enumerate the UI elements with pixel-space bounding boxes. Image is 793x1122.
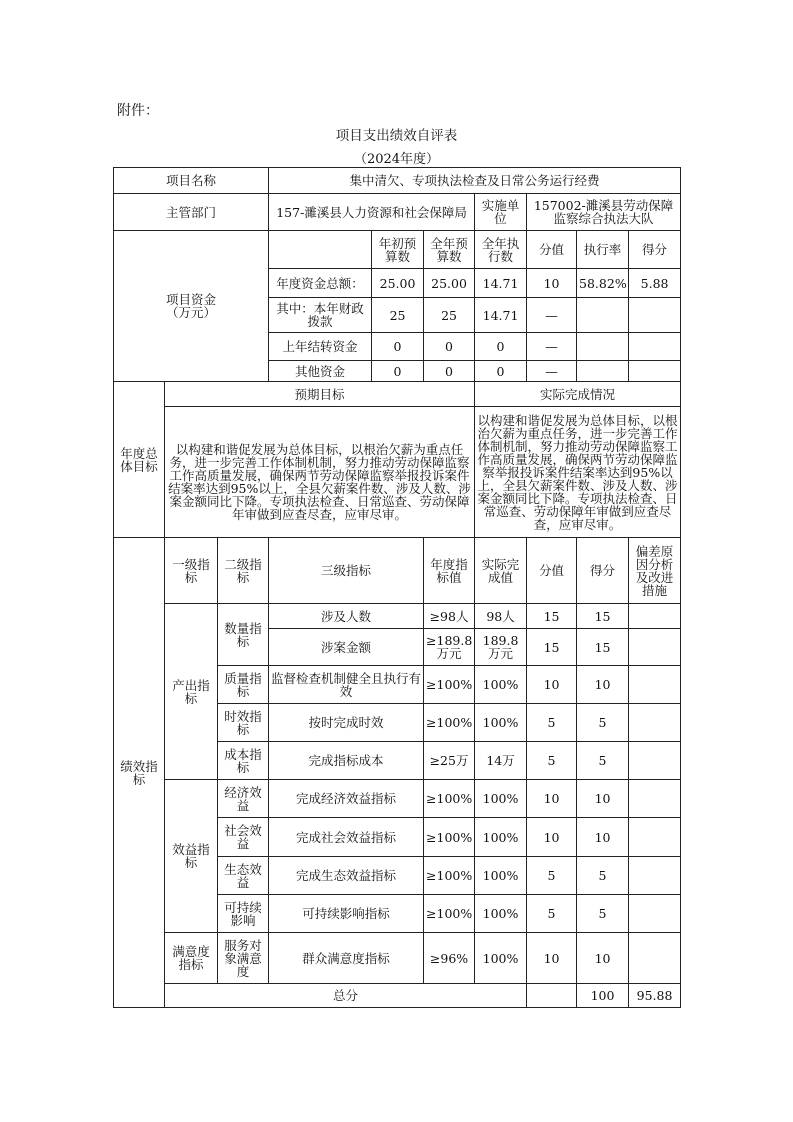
indicator-note: [629, 818, 681, 857]
funds-row-name: 其他资金: [269, 361, 372, 382]
funds-cell: 58.82%: [577, 269, 629, 298]
goals-content-row: [114, 407, 681, 538]
indicator-score: 15: [577, 604, 629, 629]
attachment-label: 附件：: [117, 103, 159, 119]
impl-unit-label: 实施单位: [475, 194, 527, 231]
indicator-target: ≥100%: [424, 780, 475, 818]
indicator-target: ≥100%: [424, 895, 475, 933]
indicator-score-value: 5: [527, 704, 577, 742]
indicator-name: 涉案金额: [269, 629, 424, 666]
indicator-row: [114, 933, 681, 984]
indicator-note: [629, 742, 681, 780]
funds-cell: —: [527, 333, 577, 361]
indicator-score: 10: [577, 666, 629, 704]
level2-social: 社会效益: [218, 818, 269, 857]
funds-header-blank: [269, 231, 372, 269]
funds-header: 执行率: [577, 231, 629, 269]
actual-completion-text: 以构建和谐促发展为总体目标，以根治欠薪为重点任务，进一步完善工作体制机制，努力推动劳动保障监察工作高质量发展，确保两节劳动保障监察举报投诉案件结案率达到95%以上，全县欠薪案件数、涉及人数、涉案金额同比下降。专项执法检查、日常巡查、劳动保障年审做到应查尽查，应审尽审。: [475, 407, 681, 538]
indicator-name: 按时完成时效: [269, 704, 424, 742]
level1-output: 产出指标: [165, 604, 218, 780]
indicator-header: 偏差原因分析及改进措施: [629, 538, 681, 604]
funds-cell: 0: [475, 333, 527, 361]
funds-cell: 25.00: [372, 269, 424, 298]
funds-row-name: 年度资金总额：: [269, 269, 372, 298]
document-title: 项目支出绩效自评表: [335, 128, 458, 144]
indicator-score: 10: [577, 780, 629, 818]
total-score: 95.88: [629, 984, 681, 1008]
indicator-target: ≥100%: [424, 666, 475, 704]
indicator-row: [114, 780, 681, 818]
funds-cell: 0: [372, 361, 424, 382]
funds-cell: 5.88: [629, 269, 681, 298]
indicator-header: 得分: [577, 538, 629, 604]
impl-unit-value: 157002-濉溪县劳动保障监察综合执法大队: [527, 194, 681, 231]
funds-cell: 0: [424, 361, 475, 382]
indicator-target: ≥25万: [424, 742, 475, 780]
indicator-target: ≥100%: [424, 857, 475, 895]
indicator-name: 完成经济效益指标: [269, 780, 424, 818]
project-name-row: [114, 168, 681, 194]
indicator-actual: 98人: [475, 604, 527, 629]
self-evaluation-table: [113, 167, 681, 1008]
indicator-header: 三级指标: [269, 538, 424, 604]
funds-cell: [577, 333, 629, 361]
project-name-label: 项目名称: [114, 168, 269, 194]
indicator-name: 群众满意度指标: [269, 933, 424, 984]
indicator-name: 可持续影响指标: [269, 895, 424, 933]
funds-cell: [577, 298, 629, 333]
level1-satisfaction: 满意度指标: [165, 933, 218, 984]
indicator-name: 完成社会效益指标: [269, 818, 424, 857]
actual-completion-header: 实际完成情况: [475, 382, 681, 407]
indicator-note: [629, 780, 681, 818]
level2-quality: 质量指标: [218, 666, 269, 704]
indicator-header: 实际完成值: [475, 538, 527, 604]
indicator-actual: 189.8万元: [475, 629, 527, 666]
indicator-score: 15: [577, 629, 629, 666]
indicator-score-value: 10: [527, 666, 577, 704]
indicator-score: 10: [577, 933, 629, 984]
funds-cell: [577, 361, 629, 382]
funds-header: 得分: [629, 231, 681, 269]
indicator-score: 5: [577, 704, 629, 742]
indicator-actual: 14万: [475, 742, 527, 780]
level2-economic: 经济效益: [218, 780, 269, 818]
indicator-score: 5: [577, 857, 629, 895]
level2-sustainable: 可持续影响: [218, 895, 269, 933]
indicator-header-row: [114, 538, 681, 604]
indicator-score-value: 5: [527, 857, 577, 895]
indicator-header: 一级指标: [165, 538, 218, 604]
funds-cell: 25: [372, 298, 424, 333]
funds-cell: 14.71: [475, 269, 527, 298]
total-row: [114, 984, 681, 1008]
indicator-note: [629, 604, 681, 629]
indicator-header: 分值: [527, 538, 577, 604]
funds-row-name: 上年结转资金: [269, 333, 372, 361]
indicator-note: [629, 933, 681, 984]
indicator-score-value: 15: [527, 604, 577, 629]
document-year: （2024年度）: [353, 152, 440, 167]
funds-cell: [629, 298, 681, 333]
total-score-value: 100: [577, 984, 629, 1008]
funds-header-row: [114, 231, 681, 269]
funds-header: 全年预算数: [424, 231, 475, 269]
indicator-score-value: 10: [527, 818, 577, 857]
funds-cell: —: [527, 361, 577, 382]
funds-cell: 0: [424, 333, 475, 361]
indicator-target: ≥100%: [424, 704, 475, 742]
indicator-score-value: 10: [527, 780, 577, 818]
indicator-note: [629, 704, 681, 742]
funds-header: 年初预算数: [372, 231, 424, 269]
indicator-actual: 100%: [475, 895, 527, 933]
funds-cell: —: [527, 298, 577, 333]
indicator-name: 监督检查机制健全且执行有效: [269, 666, 424, 704]
level2-timeliness: 时效指标: [218, 704, 269, 742]
level2-cost: 成本指标: [218, 742, 269, 780]
goals-label: 年度总体目标: [114, 382, 165, 538]
indicator-name: 完成指标成本: [269, 742, 424, 780]
indicator-actual: 100%: [475, 933, 527, 984]
indicator-score-value: 5: [527, 895, 577, 933]
expected-goal-text: 以构建和谐促发展为总体目标，以根治欠薪为重点任务，进一步完善工作体制机制，努力推动劳动保障监察工作高质量发展，确保两节劳动保障监察举报投诉案件结案率达到95%以上，全县欠薪案件数、涉及人数、涉案金额同比下降。专项执法检查、日常巡查、劳动保障年审做到应查尽查，应审尽审。: [165, 407, 475, 538]
indicator-row: [114, 604, 681, 629]
funds-cell: [629, 361, 681, 382]
indicator-score-value: 10: [527, 933, 577, 984]
funds-cell: 10: [527, 269, 577, 298]
level2-quantity: 数量指标: [218, 604, 269, 666]
indicator-score-value: 5: [527, 742, 577, 780]
funds-header: 全年执行数: [475, 231, 527, 269]
indicator-note: [629, 666, 681, 704]
indicator-actual: 100%: [475, 704, 527, 742]
goals-header-row: [114, 382, 681, 407]
indicator-actual: 100%: [475, 666, 527, 704]
funds-cell: 25.00: [424, 269, 475, 298]
dept-value: 157-濉溪县人力资源和社会保障局: [269, 194, 475, 231]
total-blank: [527, 984, 577, 1008]
indicator-target: ≥100%: [424, 818, 475, 857]
indicator-target: ≥96%: [424, 933, 475, 984]
indicator-header: 年度指标值: [424, 538, 475, 604]
funds-cell: 0: [372, 333, 424, 361]
funds-header: 分值: [527, 231, 577, 269]
indicator-note: [629, 857, 681, 895]
indicator-target: ≥98人: [424, 604, 475, 629]
funds-row-name: 其中：本年财政拨款: [269, 298, 372, 333]
indicator-actual: 100%: [475, 857, 527, 895]
total-label: 总分: [165, 984, 527, 1008]
level2-ecological: 生态效益: [218, 857, 269, 895]
funds-cell: [629, 333, 681, 361]
level1-benefit: 效益指标: [165, 780, 218, 933]
indicator-name: 涉及人数: [269, 604, 424, 629]
indicator-score: 5: [577, 895, 629, 933]
funds-label: 项目资金 （万元）: [114, 231, 269, 382]
indicator-score-value: 15: [527, 629, 577, 666]
indicators-label: 绩效指标: [114, 538, 165, 1008]
funds-cell: 25: [424, 298, 475, 333]
indicator-header: 二级指标: [218, 538, 269, 604]
indicator-score: 5: [577, 742, 629, 780]
indicator-note: [629, 629, 681, 666]
indicator-note: [629, 895, 681, 933]
expected-goal-header: 预期目标: [165, 382, 475, 407]
funds-cell: 0: [475, 361, 527, 382]
indicator-target: ≥189.8万元: [424, 629, 475, 666]
indicator-actual: 100%: [475, 780, 527, 818]
indicator-actual: 100%: [475, 818, 527, 857]
indicator-score: 10: [577, 818, 629, 857]
indicator-name: 完成生态效益指标: [269, 857, 424, 895]
level2-service-satisfaction: 服务对象满意度: [218, 933, 269, 984]
funds-cell: 14.71: [475, 298, 527, 333]
dept-label: 主管部门: [114, 194, 269, 231]
project-name-value: 集中清欠、专项执法检查及日常公务运行经费: [269, 168, 681, 194]
department-row: [114, 194, 681, 231]
